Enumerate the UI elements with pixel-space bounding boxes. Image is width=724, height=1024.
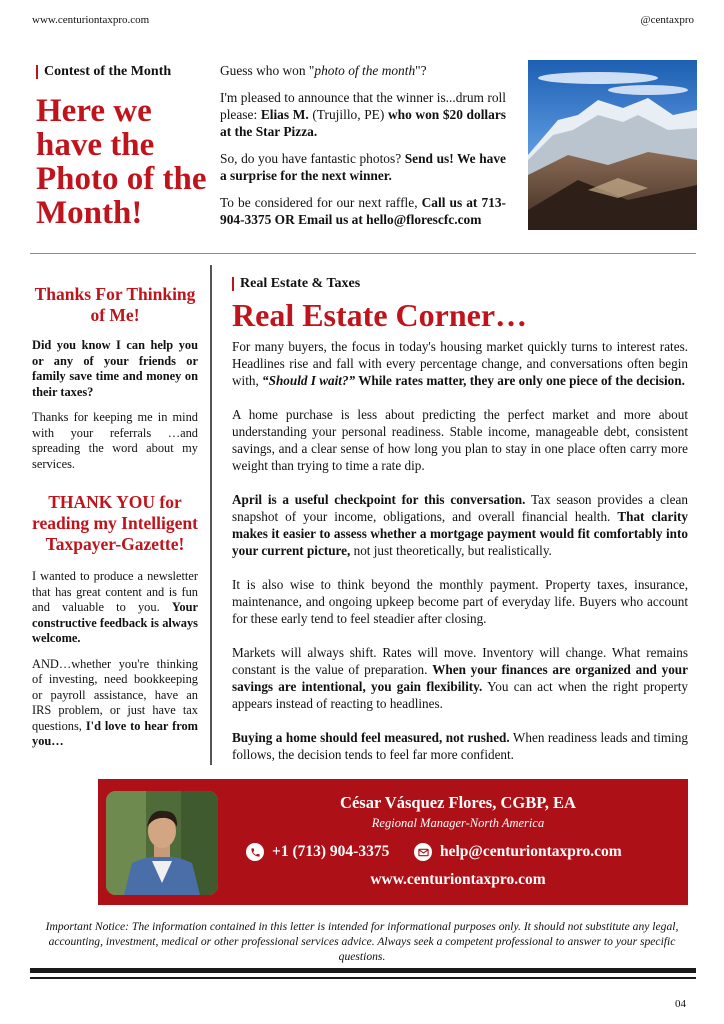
re-paragraph-5: Markets will always shift. Rates will move. Inventory will change. What remains constant is the value of preparation. When your finances are organized and your savings are intentional, you gain flexibility. You can act when the right property appears instead of reacting to headlines. [232, 645, 688, 711]
left-paragraph-4: AND…whether you're thinking of investing, need bookkeeping or payroll assistance, have an IRS problem, or just have tax questions, I'd love to hear from you… [32, 656, 198, 748]
header-url[interactable]: www.centuriontaxpro.com [32, 14, 150, 26]
contest-text [220, 62, 506, 238]
left-column [32, 284, 198, 760]
real-estate-column [232, 276, 688, 780]
contact-role: Regional Manager-North America [371, 816, 545, 830]
phone-icon [246, 843, 264, 861]
contest-announcement: I'm pleased to announce that the winner is...drum roll please: Elias M. (Trujillo, PE) who won $20 dollars at the Star Pizza. [220, 90, 506, 139]
mountain-photo-image [528, 60, 697, 230]
footer-rule-thick [30, 968, 696, 973]
page-number: 04 [675, 998, 686, 1010]
email-address[interactable]: help@centuriontaxpro.com [440, 843, 622, 860]
contest-raffle: To be considered for our next raffle, Call us at 713-904-3375 OR Email us at hello@florescfc.com [220, 195, 506, 227]
contest-headline: Here we have the Photo of the Month! [36, 93, 207, 231]
winner-name: Elias M. [260, 107, 309, 122]
tag-bar [36, 65, 38, 79]
email-link[interactable] [414, 843, 622, 861]
re-paragraph-1: For many buyers, the focus in today's housing market quickly turns to interest rates. Headlines rise and fall with every percentage change, and conversations often begin with, “Should I wait?” While rates matter, they are only one piece of the decision. [232, 339, 688, 388]
footer-rule-thin [30, 977, 696, 979]
thankyou-title: THANK YOU for reading my Intelligent Taxpayer-Gazette! [32, 492, 198, 554]
re-paragraph-2: A home purchase is less about predicting the perfect market and more about understanding your personal readiness. Stable income, manageable debt, consistent savings, and a clear sense of how long you plan to stay in one place often carry more weight than trying to time a rate dip. [232, 407, 688, 473]
left-paragraph-3: I wanted to produce a newsletter that has great content and is fun and valuable to you. Your constructive feedback is always welcome. [32, 569, 198, 645]
tag-bar [232, 277, 234, 291]
contest-photos: So, do you have fantastic photos? Send us! We have a surprise for the next winner. [220, 151, 506, 183]
avatar [106, 791, 218, 895]
real-estate-title: Real Estate Corner… [232, 297, 528, 333]
contest-question: Guess who won "photo of the month"? [220, 63, 427, 78]
re-paragraph-3: April is a useful checkpoint for this conversation. Tax season provides a clean snapshot of your income, obligations, and overall financial health. That clarity makes it easier to assess whether a mortgage payment would fit comfortably into your current picture, not just theoretically, but realistically. [232, 492, 689, 558]
envelope-icon [414, 843, 432, 861]
left-paragraph-1: Did you know I can help you or any of your friends or family save time and money on their taxes? [32, 338, 198, 399]
left-paragraph-2: Thanks for keeping me in mind with your referrals …and spreading the word about my services. [32, 410, 198, 471]
header-handle[interactable]: @centaxpro [640, 14, 694, 26]
phone-link[interactable] [246, 843, 389, 861]
real-estate-tag-label: Real Estate & Taxes [240, 276, 361, 291]
person-portrait-image [106, 791, 218, 895]
top-divider [30, 253, 696, 254]
re-paragraph-4: It is also wise to think beyond the monthly payment. Property taxes, insurance, maintenance, and ongoing upkeep become part of everyday life. Buyers who account for these early tend to feel steadier after closing. [232, 577, 688, 626]
contest-tag-label: Contest of the Month [44, 64, 172, 79]
important-notice: Important Notice: The information contained in this letter is intended for informational purposes only. It should not substitute any legal, accounting, investment, medical or other professional services advice. Always seek a competent professional to answer to your specific questions. [45, 920, 679, 963]
contest-section-tag [36, 64, 171, 80]
website-link[interactable]: www.centuriontaxpro.com [370, 871, 546, 888]
contact-name: César Vásquez Flores, CGBP, EA [340, 793, 576, 812]
re-paragraph-6: Buying a home should feel measured, not rushed. When readiness leads and timing follows, the decision tends to feel far more confident. [232, 730, 688, 762]
contact-banner [98, 779, 688, 905]
thanks-title: Thanks For Thinking of Me! [34, 284, 196, 325]
column-divider [210, 265, 212, 765]
phone-number[interactable]: +1 (713) 904-3375 [272, 843, 390, 860]
real-estate-tag [232, 276, 688, 292]
photo-of-the-month [528, 60, 697, 230]
